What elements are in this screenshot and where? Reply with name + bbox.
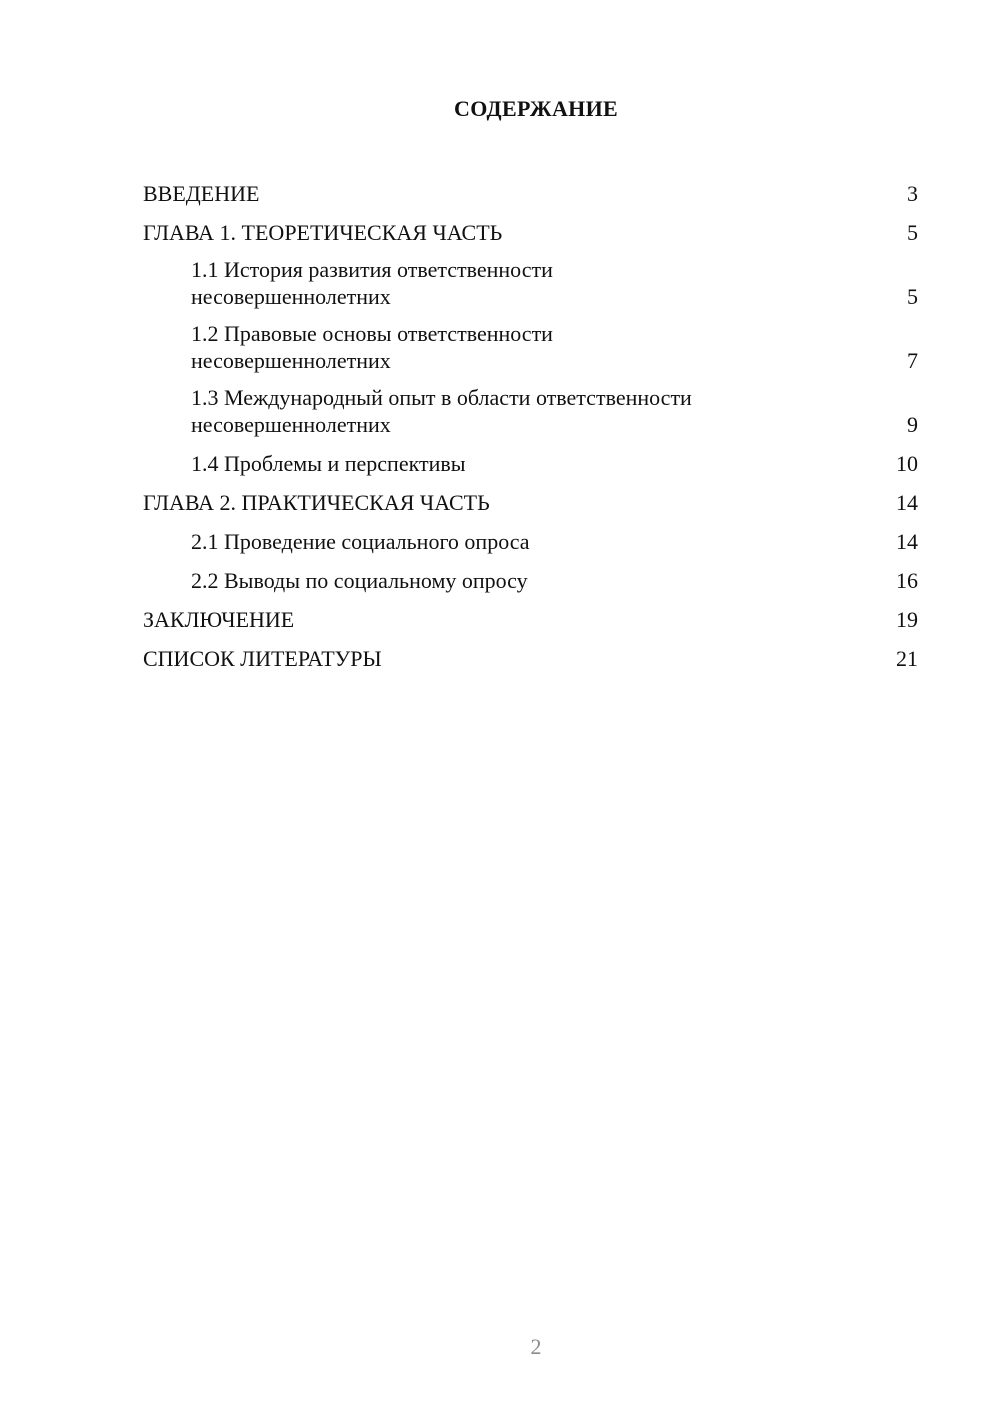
toc-entry-label: [191, 384, 692, 438]
toc-entry-chapter-2[interactable]: [143, 477, 918, 516]
toc-entry-chapter-1[interactable]: [143, 207, 918, 246]
page-title: СОДЕРЖАНИЕ: [454, 96, 618, 121]
toc-entry-page: 3: [907, 181, 918, 206]
toc-entry-page: 19: [896, 607, 918, 632]
toc-entry-label: [191, 256, 553, 310]
toc-entry-section-2-1[interactable]: [143, 516, 918, 555]
toc-entry-label-line: 1.3 Международный опыт в области ответственности: [191, 385, 692, 410]
page-number: 2: [530, 1334, 542, 1359]
toc-entry-page: 14: [896, 490, 918, 515]
toc-entry-section-1-1[interactable]: [143, 246, 918, 310]
toc-entry-label: СПИСОК ЛИТЕРАТУРЫ: [143, 646, 382, 671]
table-of-contents: [143, 168, 918, 672]
toc-entry-label-line: 1.2 Правовые основы ответственности: [191, 321, 553, 346]
toc-entry-page: 21: [896, 646, 918, 671]
toc-entry-page: 7: [907, 348, 918, 373]
toc-entry-label-line: несовершеннолетних: [191, 348, 391, 373]
toc-entry-section-1-4[interactable]: [143, 438, 918, 477]
toc-entry-label-line: несовершеннолетних: [191, 284, 391, 309]
toc-entry-label: ГЛАВА 2. ПРАКТИЧЕСКАЯ ЧАСТЬ: [143, 490, 490, 515]
toc-entry-page: 14: [896, 529, 918, 554]
toc-entry-bibliography[interactable]: [143, 633, 918, 672]
toc-entry-label: 2.1 Проведение социального опроса: [191, 529, 530, 554]
toc-entry-label: ВВЕДЕНИЕ: [143, 181, 260, 206]
toc-entry-page: 5: [907, 220, 918, 245]
toc-entry-conclusion[interactable]: [143, 594, 918, 633]
toc-entry-page: 10: [896, 451, 918, 476]
toc-entry-page: 5: [907, 284, 918, 309]
toc-entry-label-line: несовершеннолетних: [191, 412, 391, 437]
toc-entry-label-line: 1.1 История развития ответственности: [191, 257, 553, 282]
toc-entry-label: 2.2 Выводы по социальному опросу: [191, 568, 528, 593]
toc-entry-page: 16: [896, 568, 918, 593]
toc-entry-page: 9: [907, 412, 918, 437]
toc-entry-label: ЗАКЛЮЧЕНИЕ: [143, 607, 295, 632]
toc-entry-label: 1.4 Проблемы и перспективы: [191, 451, 466, 476]
toc-entry-label: ГЛАВА 1. ТЕОРЕТИЧЕСКАЯ ЧАСТЬ: [143, 220, 503, 245]
toc-entry-section-1-2[interactable]: [143, 310, 918, 374]
toc-entry-section-1-3[interactable]: [143, 374, 918, 438]
toc-entry-label: [191, 320, 553, 374]
toc-entry-section-2-2[interactable]: [143, 555, 918, 594]
toc-entry-introduction[interactable]: [143, 168, 918, 207]
